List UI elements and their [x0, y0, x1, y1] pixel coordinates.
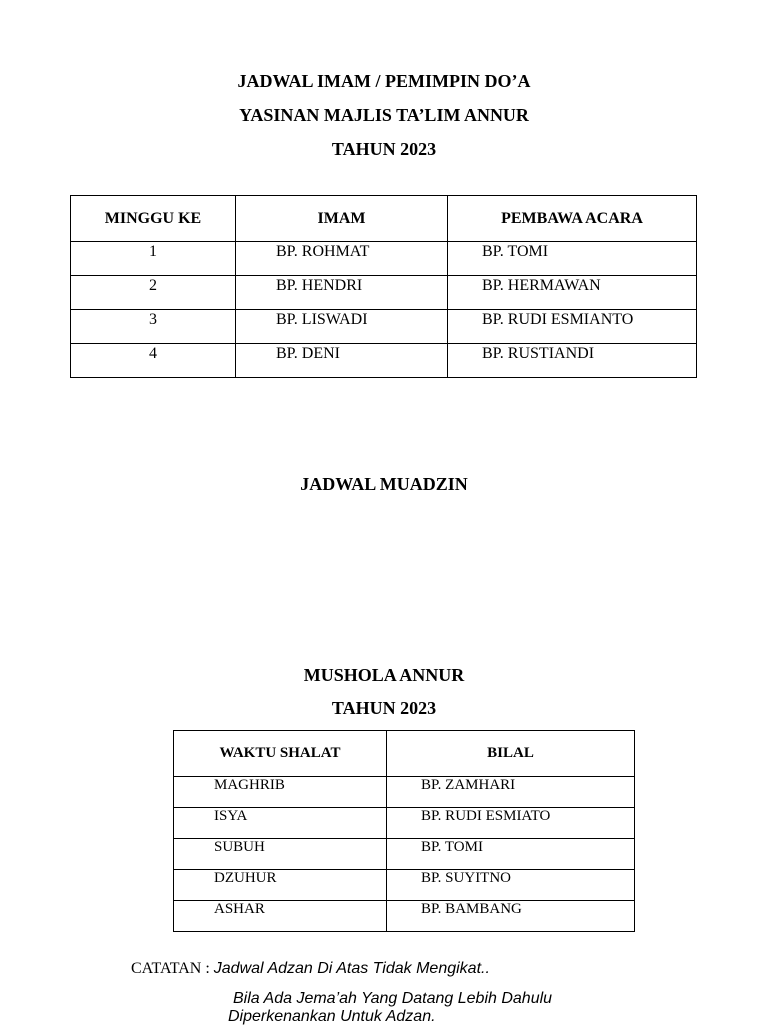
table-row	[174, 839, 635, 870]
muadzin-title: JADWAL MUADZIN	[300, 474, 468, 494]
column-header-imam: IMAM	[236, 196, 448, 242]
note-text-3: Diperkenankan Untuk Adzan.	[228, 1008, 436, 1025]
cell-waktu-shalat: MAGHRIB	[174, 777, 387, 808]
cell-waktu-shalat: ISYA	[174, 808, 387, 839]
title-line-3: TAHUN 2023	[331, 139, 437, 159]
muadzin-subtitle-2: TAHUN 2023	[331, 698, 437, 718]
cell-imam: BP. ROHMAT	[236, 242, 448, 276]
cell-waktu-shalat: DZUHUR	[174, 870, 387, 901]
cell-pembawa-acara: BP. TOMI	[448, 242, 697, 276]
note-line-2	[233, 990, 552, 1008]
table-row	[71, 344, 697, 378]
table-row	[174, 777, 635, 808]
cell-bilal: BP. RUDI ESMIATO	[387, 808, 635, 839]
cell-imam: BP. LISWADI	[236, 310, 448, 344]
cell-bilal: BP. ZAMHARI	[387, 777, 635, 808]
cell-imam: BP. DENI	[236, 344, 448, 378]
note-text-1: Jadwal Adzan Di Atas Tidak Mengikat..	[213, 960, 490, 977]
table-row	[71, 310, 697, 344]
note-label: CATATAN :	[131, 960, 214, 977]
cell-minggu: 4	[71, 344, 236, 378]
muadzin-subtitle-1: MUSHOLA ANNUR	[303, 665, 465, 685]
title-line-2: YASINAN MAJLIS TA’LIM ANNUR	[239, 105, 529, 125]
title-line-1: JADWAL IMAM / PEMIMPIN DO’A	[237, 71, 531, 91]
note-line-3	[228, 1008, 436, 1026]
cell-pembawa-acara: BP. RUDI ESMIANTO	[448, 310, 697, 344]
column-header-bilal: BILAL	[387, 731, 635, 777]
column-header-waktu-shalat: WAKTU SHALAT	[174, 731, 387, 777]
table-row	[174, 901, 635, 932]
cell-waktu-shalat: SUBUH	[174, 839, 387, 870]
note-line-1	[131, 960, 490, 978]
cell-minggu: 1	[71, 242, 236, 276]
cell-bilal: BP. BAMBANG	[387, 901, 635, 932]
table-row	[71, 242, 697, 276]
imam-table	[70, 195, 697, 378]
table-row	[174, 808, 635, 839]
note-text-2: Bila Ada Jema’ah Yang Datang Lebih Dahulu	[233, 990, 553, 1007]
cell-minggu: 2	[71, 276, 236, 310]
column-header-minggu: MINGGU KE	[71, 196, 236, 242]
muadzin-table	[173, 730, 635, 932]
muadzin-table-header-row	[174, 731, 635, 777]
cell-minggu: 3	[71, 310, 236, 344]
imam-table-header-row	[71, 196, 697, 242]
cell-bilal: BP. SUYITNO	[387, 870, 635, 901]
cell-bilal: BP. TOMI	[387, 839, 635, 870]
cell-waktu-shalat: ASHAR	[174, 901, 387, 932]
cell-pembawa-acara: BP. RUSTIANDI	[448, 344, 697, 378]
table-row	[71, 276, 697, 310]
cell-pembawa-acara: BP. HERMAWAN	[448, 276, 697, 310]
cell-imam: BP. HENDRI	[236, 276, 448, 310]
column-header-pembawa-acara: PEMBAWA ACARA	[448, 196, 697, 242]
table-row	[174, 870, 635, 901]
